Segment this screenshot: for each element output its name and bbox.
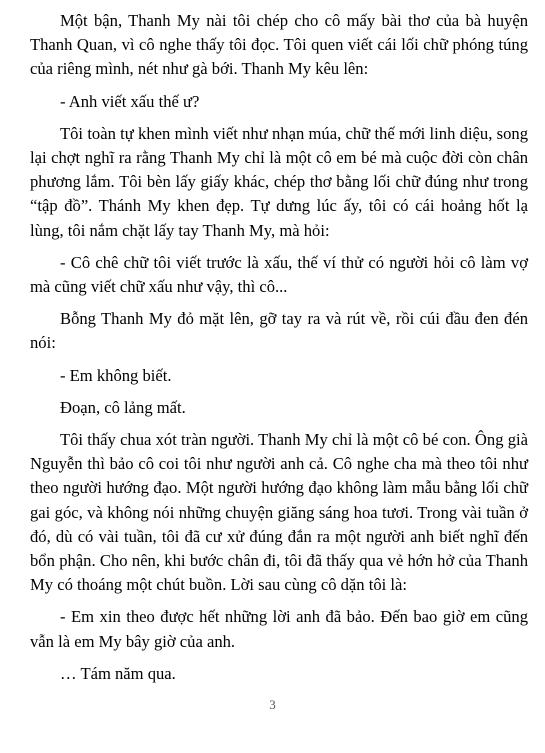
paragraph-6-dialog: - Em không biết. (60, 365, 172, 385)
paragraph-4-dialog: - Cô chê chữ tôi viết trước là xấu, thế ví thử có người hỏi cô làm vợ mà cũng viết chữ xấu như vậy, thì cô... (30, 252, 528, 297)
paragraph-5: Bỗng Thanh My đỏ mặt lên, gỡ tay ra và rút về, rồi cúi đầu đen đén nói: (30, 309, 528, 353)
page-number: 3 (269, 697, 276, 712)
document-page (30, 9, 528, 694)
paragraph-9-dialog: - Em xin theo được hết những lời anh đã bảo. Đến bao giờ em cũng vẫn là em My bây giờ của anh. (30, 607, 528, 651)
paragraph-10: … Tám năm qua. (60, 663, 176, 683)
paragraph-1: Một bận, Thanh My nài tôi chép cho cô mấy bài thơ của bà huyện Thanh Quan, vì cô nghe thấy tôi đọc. Tôi quen viết cái lối chữ phóng túng của riêng mình, nét như gà bới. Thanh My kêu lên: (30, 11, 528, 79)
paragraph-2-dialog: - Anh viết xấu thế ư? (60, 91, 200, 111)
paragraph-7: Đoạn, cô lảng mất. (60, 397, 186, 417)
paragraph-3: Tôi toàn tự khen mình viết như nhạn múa, chữ thế mới linh diệu, song lại chợt nghĩ ra rằng Thanh My chỉ là một cô em bé mà cuộc đời còn chân phương lắm. Tôi bèn lấy giấy khác, chép thơ bằng lối chữ đúng như trong “tập đồ”. Thánh My khen đẹp. Tự dưng lúc ấy, tôi có cái hoảng hốt lạ lùng, tôi nắm chặt lấy tay Thanh My, mà hỏi: (30, 123, 528, 240)
paragraph-8: Tôi thấy chua xót tràn người. Thanh My chỉ là một cô bé con. Ông già Nguyễn thì bảo cô coi tôi như người anh cả. Cô nghe cha mà theo tôi như theo người hướng đạo. Một người hướng đạo không làm mẫu bằng lối chữ gai góc, và không nói những chuyện giăng sáng hoa tươi. Trong vài tuần ở đó, dù có vài tuần, tôi đã cư xử đúng đắn ra một người anh biết nghĩ đến bổn phận. Cho nên, khi bước chân đi, tôi đã thấy qua vẻ hớn hở của Thanh My có thoáng một chút buồn. Lời sau cùng cô dặn tôi là: (30, 430, 528, 595)
